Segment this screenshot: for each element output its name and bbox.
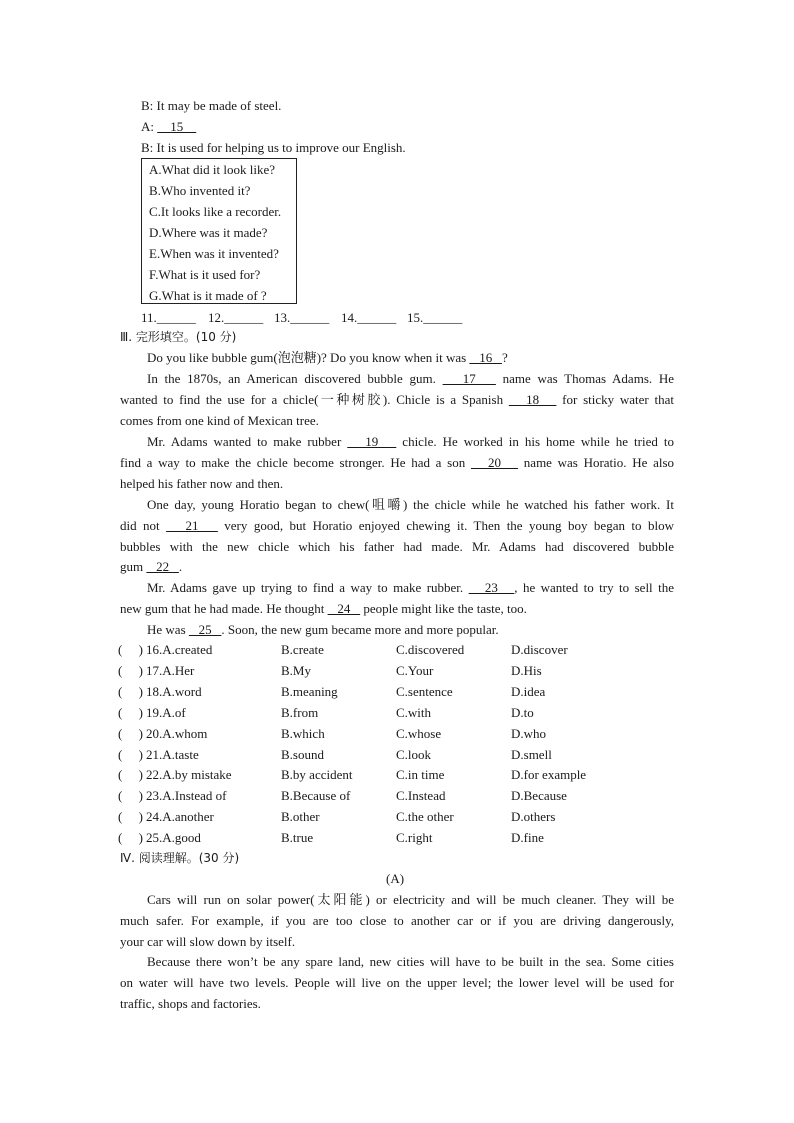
- option-c: C.with: [396, 704, 432, 720]
- box-option-e: E.When was it invented?: [149, 246, 279, 261]
- cloze-p4-line-4: gum 22 .: [120, 559, 183, 574]
- option-b: B.other: [281, 809, 320, 825]
- reading-p2-line-2: on water will have two levels. People will live on the upper level; the lower level will be used for: [120, 975, 674, 990]
- section-4-title: Ⅳ. 阅读理解。(30 分): [120, 851, 240, 865]
- box-option-d: D.Where was it made?: [149, 225, 268, 240]
- reading-p2-line-3: traffic, shops and factories.: [120, 996, 261, 1011]
- answer-paren: ( ): [118, 704, 143, 720]
- option-b: B.from: [281, 704, 319, 720]
- box-option-f: F.What is it used for?: [149, 267, 261, 282]
- dialogue-line-b-used: B: It is used for helping us to improve our English.: [141, 140, 406, 155]
- cloze-p2-line-3: comes from one kind of Mexican tree.: [120, 413, 319, 428]
- answer-paren: ( ): [118, 642, 143, 657]
- cloze-p4-line-2: did not 21 very good, but Horatio enjoyed chewing it. Then the young boy began to blow: [120, 518, 674, 533]
- answer-paren: ( ): [118, 662, 143, 678]
- dialogue-a-label: A:: [141, 119, 154, 134]
- option-a: 19.A.of: [146, 704, 186, 720]
- option-a: 23.A.Instead of: [146, 788, 227, 804]
- option-b: B.My: [281, 662, 311, 678]
- option-d: D.fine: [511, 830, 544, 846]
- option-c: C.discovered: [396, 642, 465, 657]
- answer-blank-15: 15.______: [407, 310, 463, 325]
- answer-blank-13: 13.______: [274, 310, 330, 325]
- blank-20: 20: [470, 455, 519, 470]
- blank-17: 17: [442, 371, 496, 386]
- blank-25: 25: [188, 622, 222, 637]
- cloze-p2-line-2: wanted to find the use for a chicle(一种树胶). Chicle is a Spanish 18 for sticky water that: [120, 392, 674, 407]
- reading-p1-line-1: Cars will run on solar power(太阳能) or electricity and will be much cleaner. They will be: [147, 892, 674, 907]
- option-c: C.right: [396, 830, 433, 846]
- option-c: C.sentence: [396, 683, 453, 699]
- option-a: 20.A.whom: [146, 725, 208, 741]
- option-d: D.Because: [511, 788, 567, 804]
- passage-label: (A): [386, 871, 405, 886]
- section-3-title: Ⅲ. 完形填空。(10 分): [120, 330, 237, 344]
- box-option-c: C.It looks like a recorder.: [149, 204, 282, 219]
- option-a: 17.A.Her: [146, 662, 195, 678]
- cloze-p2-line-1: In the 1870s, an American discovered bubble gum. 17 name was Thomas Adams. He: [147, 371, 674, 386]
- option-c: C.Instead: [396, 788, 446, 804]
- option-b: B.meaning: [281, 683, 338, 699]
- option-c: C.Your: [396, 662, 434, 678]
- dialogue-line-a: [141, 119, 196, 135]
- option-b: B.sound: [281, 746, 324, 762]
- option-b: B.which: [281, 725, 325, 741]
- option-d: D.His: [511, 662, 542, 678]
- option-c: C.look: [396, 746, 432, 762]
- blank-23: 23: [468, 580, 515, 595]
- option-a: 24.A.another: [146, 809, 214, 825]
- cloze-paragraph-6: He was 25 . Soon, the new gum became more and more popular.: [147, 622, 499, 637]
- reading-p1-line-3: your car will slow down by itself.: [120, 934, 296, 949]
- option-d: D.for example: [511, 767, 587, 783]
- cloze-p3-line-3: helped his father now and then.: [120, 476, 284, 491]
- blank-16: 16: [469, 350, 502, 365]
- answer-blank-14: 14.______: [341, 310, 397, 325]
- blank-18: 18: [508, 392, 557, 407]
- reading-p2-line-1: Because there won’t be any spare land, new cities will have to be built in the sea. Some cities: [147, 954, 674, 969]
- answer-paren: ( ): [118, 830, 143, 846]
- option-b: B.true: [281, 830, 314, 846]
- option-a: 21.A.taste: [146, 746, 199, 762]
- option-c: C.the other: [396, 809, 454, 825]
- option-d: D.to: [511, 704, 534, 720]
- cloze-p4-line-1: One day, young Horatio began to chew(咀嚼) the chicle while he watched his father work. It: [147, 497, 674, 512]
- blank-19: 19: [347, 434, 397, 449]
- option-b: B.by accident: [281, 767, 353, 783]
- cloze-p5-line-2: new gum that he had made. He thought 24 people might like the taste, too.: [120, 601, 527, 616]
- option-a: 18.A.word: [146, 683, 202, 699]
- option-d: D.idea: [511, 683, 546, 699]
- answer-blank-11: 11.______: [141, 310, 196, 325]
- answer-paren: ( ): [118, 746, 143, 762]
- option-b: B.Because of: [281, 788, 351, 804]
- answer-paren: ( ): [118, 788, 143, 804]
- option-d: D.smell: [511, 746, 552, 762]
- answer-paren: ( ): [118, 683, 143, 699]
- cloze-paragraph-1: Do you like bubble gum(泡泡糖)? Do you know when it was 16 ?: [147, 350, 508, 365]
- option-a: 16.A.created: [146, 642, 213, 657]
- option-d: D.who: [511, 725, 547, 741]
- answer-paren: ( ): [118, 725, 143, 741]
- option-d: D.discover: [511, 642, 568, 657]
- option-a: 22.A.by mistake: [146, 767, 232, 783]
- dialogue-line-b-steel: B: It may be made of steel.: [141, 98, 282, 113]
- option-c: C.whose: [396, 725, 442, 741]
- blank-15: 15: [157, 119, 197, 134]
- blank-21: 21: [166, 518, 218, 533]
- cloze-p4-line-3: bubbles with the new chicle which his father had made. Mr. Adams had discovered bubble: [120, 539, 674, 554]
- blank-24: 24: [327, 601, 361, 616]
- answer-paren: ( ): [118, 767, 143, 783]
- cloze-p3-line-1: Mr. Adams wanted to make rubber 19 chicle. He worked in his home while he tried to: [147, 434, 674, 449]
- box-option-a: A.What did it look like?: [149, 162, 276, 177]
- answer-blank-12: 12.______: [208, 310, 264, 325]
- cloze-p5-line-1: Mr. Adams gave up trying to find a way to make rubber. 23 , he wanted to try to sell the: [147, 580, 674, 595]
- options-box: [141, 158, 297, 304]
- box-option-b: B.Who invented it?: [149, 183, 251, 198]
- box-option-g: G.What is it made of ?: [149, 288, 267, 303]
- reading-p1-line-2: much safer. For example, if you are too close to another car or if you are driving dangerously,: [120, 913, 674, 928]
- option-b: B.create: [281, 642, 324, 657]
- option-a: 25.A.good: [146, 830, 201, 846]
- option-d: D.others: [511, 809, 556, 825]
- blank-22: 22: [146, 559, 179, 574]
- answer-paren: ( ): [118, 809, 143, 825]
- option-c: C.in time: [396, 767, 445, 783]
- cloze-p3-line-2: find a way to make the chicle become stronger. He had a son 20 name was Horatio. He also: [120, 455, 675, 470]
